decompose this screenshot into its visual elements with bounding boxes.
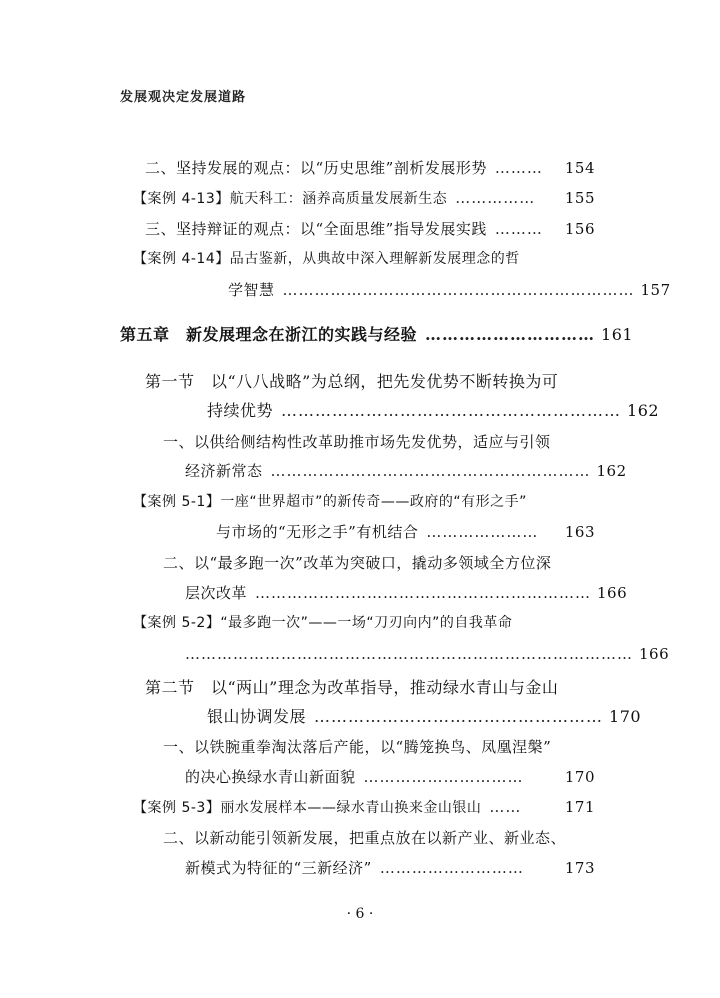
toc-case-title-line[interactable]: 【案例 4-14】品古鉴新，从典故中深入理解新发展理念的哲: [133, 251, 520, 267]
dot-leader: …………………………: [363, 768, 524, 786]
toc-page-number: 156: [564, 220, 595, 238]
dot-leader: …………………: [426, 523, 539, 541]
toc-entry-title-line[interactable]: 一、以铁腕重拳淘汰落后产能，以“腾笼换鸟、凤凰涅槃”: [163, 738, 552, 756]
toc-entry-title: 层次改革: [185, 584, 248, 602]
toc-entry-title: 二、坚持发展的观点：以“历史思维”剖析发展形势: [145, 159, 487, 177]
toc-case-title-line[interactable]: 【案例 5-1】一座“世界超市”的新传奇——政府的“有形之手”: [133, 494, 527, 510]
toc-case-entry-continuation[interactable]: [216, 520, 595, 544]
running-header: 发展观决定发展道路: [120, 90, 247, 105]
toc-page-number: 162: [596, 462, 627, 480]
toc-entry-title: 新模式为特征的“三新经济”: [185, 859, 372, 877]
toc-entry-title: 【案例 5-3】丽水发展样本——绿水青山换来金山银山: [133, 800, 482, 816]
dot-leader: ……………………………………………………: [270, 462, 591, 480]
toc-entry-continuation[interactable]: [185, 765, 595, 789]
toc-page-number: 162: [627, 401, 660, 420]
toc-page-number: 155: [564, 189, 595, 207]
toc-entry-title: 【案例 4-13】航天科工：涵养高质量发展新生态: [133, 191, 448, 207]
toc-case-entry[interactable]: [133, 186, 595, 210]
dot-leader: ……………: [455, 189, 536, 207]
toc-entry-title: 经济新常态: [185, 462, 263, 480]
page-number-footer: · 6 ·: [346, 906, 374, 922]
dot-leader: ……………………………………………………: [281, 401, 622, 420]
toc-case-entry[interactable]: [133, 795, 595, 819]
toc-entry[interactable]: [145, 217, 595, 241]
toc-case-entry-continuation[interactable]: [228, 278, 671, 302]
toc-entry-title: 三、坚持辩证的观点：以“全面思维”指导发展实践: [145, 220, 487, 238]
toc-entry-title: 持续优势: [207, 401, 274, 420]
toc-page-number: 170: [609, 707, 642, 726]
toc-page-number: 166: [597, 584, 628, 602]
dot-leader: ………………………………………………………: [255, 584, 592, 602]
toc-entry-title-line[interactable]: 二、以“最多跑一次”改革为突破口，撬动多领域全方位深: [163, 554, 552, 572]
toc-section-title-line[interactable]: 第二节 以“两山”理念为改革指导，推动绿水青山与金山: [145, 678, 559, 697]
toc-entry-continuation[interactable]: [185, 581, 628, 605]
toc-page-number: 171: [564, 798, 595, 816]
toc-entry-title: 银山协调发展: [207, 707, 307, 726]
toc-entry[interactable]: [145, 156, 595, 180]
toc-case-title-line[interactable]: 【案例 5-2】“最多跑一次”——一场“刀刃向内”的自我革命: [133, 615, 513, 631]
toc-entry-continuation[interactable]: [185, 459, 627, 483]
toc-entry-title: 的决心换绿水青山新面貌: [185, 768, 356, 786]
toc-page-number: 154: [564, 159, 595, 177]
toc-section-entry-continuation[interactable]: [207, 705, 642, 729]
dot-leader: ……: [489, 798, 522, 816]
toc-page-number: 166: [639, 645, 670, 663]
toc-page-number: 161: [601, 325, 634, 344]
toc-chapter-entry[interactable]: [120, 323, 634, 347]
dot-leader: ………………………: [379, 859, 524, 877]
toc-page-number: 173: [564, 859, 595, 877]
toc-entry-title-line[interactable]: 二、以新动能引领新发展，把重点放在以新产业、新业态、: [163, 829, 567, 847]
dot-leader: …………………………………………………………: [282, 281, 635, 299]
toc-section-entry-continuation[interactable]: [207, 399, 660, 423]
toc-case-entry-continuation[interactable]: [185, 642, 670, 666]
toc-entry-title: 与市场的“无形之手”有机结合: [216, 523, 419, 541]
dot-leader: ……………………………………………: [314, 707, 604, 726]
toc-entry-continuation[interactable]: [185, 856, 595, 880]
toc-page-number: 163: [564, 523, 595, 541]
dot-leader: …………………………………………………………………………: [185, 645, 633, 663]
dot-leader: …………………………: [425, 325, 596, 344]
toc-entry-title-line[interactable]: 一、以供给侧结构性改革助推市场先发优势，适应与引领: [163, 433, 551, 451]
dot-leader: ………: [494, 159, 543, 177]
toc-entry-title: 学智慧: [228, 281, 275, 299]
dot-leader: ………: [494, 220, 543, 238]
toc-page-number: 170: [564, 768, 595, 786]
toc-page-number: 157: [640, 281, 671, 299]
chapter-title: 第五章 新发展理念在浙江的实践与经验: [120, 325, 418, 344]
toc-section-title-line[interactable]: 第一节 以“八八战略”为总纲，把先发优势不断转换为可: [145, 372, 559, 391]
